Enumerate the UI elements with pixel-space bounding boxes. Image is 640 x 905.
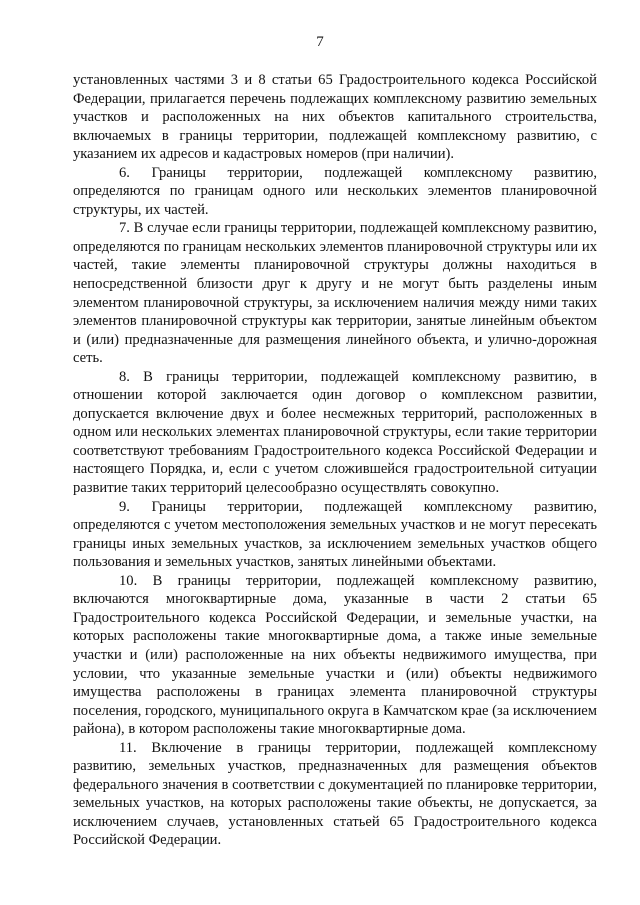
paragraph-continuation: установленных частями 3 и 8 статьи 65 Градостроительного кодекса Российской Федерации, прилагается перечень подлежащих комплексному развитию земельных участков и расположенных на них объектов капитального строительства, включаемых в границы территории, подлежащей комплексному развитию, с указанием их адресов и кадастровых номеров (при наличии).	[73, 72, 597, 163]
paragraph-item-11: 11. Включение в границы территории, подлежащей комплексному развитию, земельных участков, предназначенных для размещения объектов федерального значения в соответствии с документацией по планировке территории, земельных участков, на которых расположены такие объекты, не допускается, за исключением случаев, установленных статьей 65 Градостроительного кодекса Российской Федерации.	[73, 739, 597, 849]
document-body	[73, 71, 597, 850]
paragraph-item-10: 10. В границы территории, подлежащей комплексному развитию, включаются многоквартирные дома, указанные в части 2 статьи 65 Градостроительного кодекса Российской Федерации, и земельные участки, на которых расположены такие многоквартирные дома, а также иные земельные участки и (или) расположенные на них объекты недвижимого имущества, при условии, что указанные земельные участки и (или) объекты недвижимого имущества расположены в границах элемента планировочной структуры поселения, городского, муниципального округа в Камчатском крае (за исключением района), в котором расположены такие многоквартирные дома.	[73, 572, 597, 738]
paragraph-item-7: 7. В случае если границы территории, подлежащей комплексному развитию, определяются по границам нескольких элементов планировочной структуры или их частей, такие элементы планировочной структуры должны находиться в непосредственной близости друг к другу и не могут быть разделены иным элементом планировочной структуры, за исключением наличия между ними таких элементов планировочной структуры как территории, занятые линейным объектом и (или) предназначенные для размещения линейного объекта, и улично-дорожная сеть.	[73, 220, 597, 367]
paragraph-item-6: 6. Границы территории, подлежащей комплексному развитию, определяются по границам одного или нескольких элементов планировочной структуры, их частей.	[73, 164, 597, 218]
paragraph-item-8: 8. В границы территории, подлежащей комплексному развитию, в отношении которой заключается один договор о комплексном развитии, допускается включение двух и более несмежных территорий, расположенных в одном или нескольких элементах планировочной структуры, если такие территории соответствуют требованиям Градостроительного кодекса Российской Федерации и настоящего Порядка, и, если с учетом сложившейся градостроительной ситуации развитие таких территорий целесообразно осуществлять совокупно.	[73, 368, 597, 497]
paragraph-item-9: 9. Границы территории, подлежащей комплексному развитию, определяются с учетом местоположения земельных участков и не могут пересекать границы иных земельных участков, за исключением земельных участков общего пользования и земельных участков, занятых линейными объектами.	[73, 498, 597, 571]
page-number: 7	[316, 34, 324, 50]
